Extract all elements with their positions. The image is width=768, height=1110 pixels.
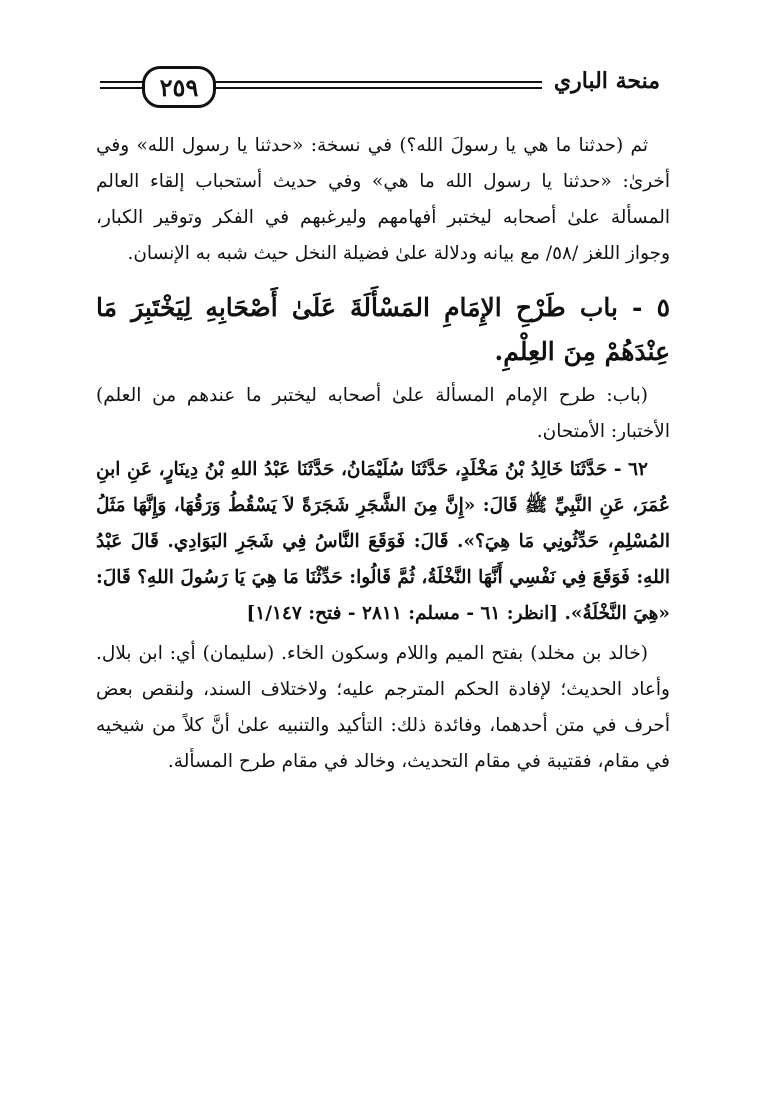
page-number: ٢٥٩: [142, 66, 216, 108]
page-header: [100, 60, 660, 110]
hadith-text: ٦٢ - حَدَّثَنَا خَالِدُ بْنُ مَخْلَدٍ، حَدَّثَنَا سُلَيْمَانُ، حَدَّثَنَا عَبْدُ اللهِ بْنُ دِينَارٍ، عَنِ ابنِ عُمَرَ، عَنِ النَّبِيِّ ﷺ قَالَ: «إِنَّ مِنَ الشَّجَرِ شَجَرَةً لاَ يَسْقُطُ وَرَقُهَا، وَإِنَّهَا مَثَلُ المُسْلِمِ، حَدِّثُونِي مَا هِيَ؟». قَالَ: فَوَقَعَ النَّاسُ فِي شَجَرِ البَوَادِي. قَالَ عَبْدُ اللهِ: فَوَقَعَ فِي نَفْسِي أَنَّهَا النَّخْلَةُ، ثُمَّ قَالُوا: حَدِّثْنَا مَا هِيَ يَا رَسُولَ اللهِ؟ قَالَ: «هِيَ النَّخْلَةُ». [انظر: ٦١ - مسلم: ٢٨١١ - فتح: ١/١٤٧]: [96, 459, 670, 624]
page-body: [96, 128, 670, 780]
book-title: منحة الباري: [542, 68, 660, 94]
chapter-explanation: (باب: طرح الإمام المسألة علىٰ أصحابه ليختبر ما عندهم من العلم) الأختبار: الأمتحان.: [96, 385, 670, 442]
commentary-paragraph: (خالد بن مخلد) بفتح الميم واللام وسكون الخاء. (سليمان) أي: ابن بلال. وأعاد الحديث؛ لإفادة الحكم المترجم عليه؛ ولاختلاف السند، ولنقص بعض أحرف في متن أحدهما، وفائدة ذلك: التأكيد والتنبيه علىٰ أنَّ كلاً من شيخيه في مقام، فقتيبة في مقام التحديث، وخالد في مقام طرح المسألة.: [96, 643, 670, 772]
chapter-heading: ٥ - باب طَرْحِ الإِمَامِ المَسْأَلَةَ عَلَىٰ أَصْحَابِهِ لِيَخْتَبِرَ مَا عِنْدَهُمْ مِنَ العِلْمِ.: [96, 293, 670, 366]
intro-paragraph: ثم (حدثنا ما هي يا رسولَ الله؟) في نسخة: «حدثنا يا رسول الله» وفي أخرىٰ: «حدثنا يا رسول الله ما هي» وفي حديث أستحباب إلقاء العالم المسألة علىٰ أصحابه ليختبر أفهامهم وليرغبهم في الفكر وتوقير الكبار، وجواز اللغز /٥٨/ مع بيانه ودلالة علىٰ فضيلة النخل حيث شبه به الإنسان.: [96, 135, 670, 264]
